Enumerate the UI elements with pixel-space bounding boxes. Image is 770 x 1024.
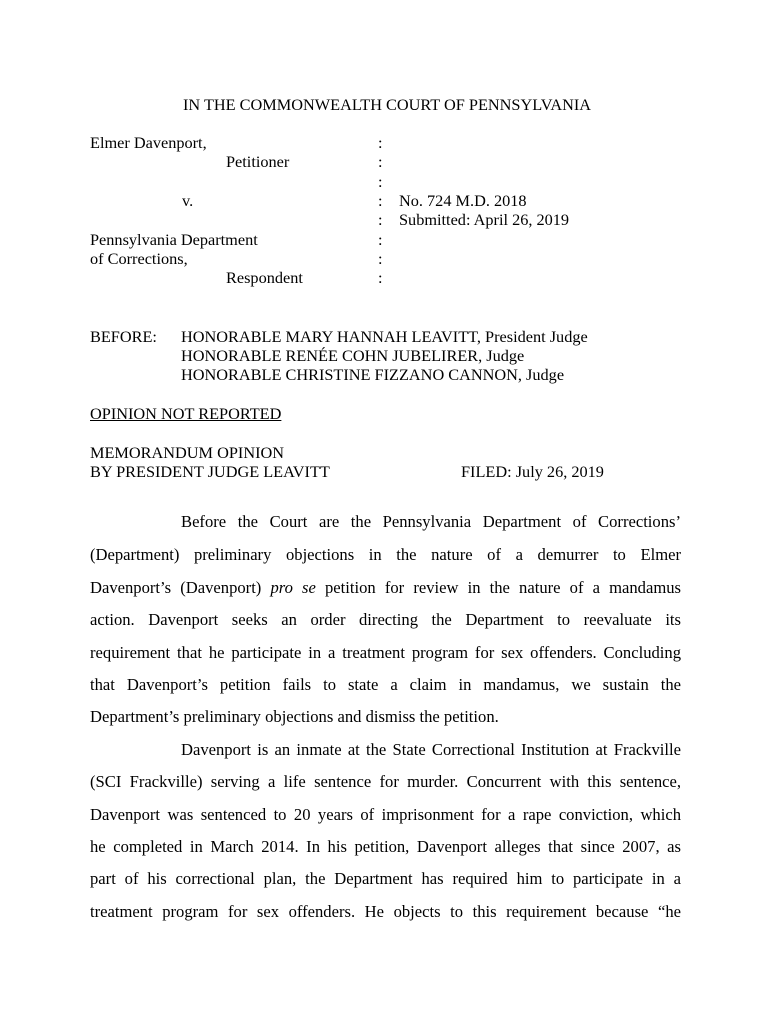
body-text-line: Davenport is an inmate at the State Correctional Institution at Frackville bbox=[181, 740, 681, 759]
body-text-segment: petition for review in the nature of a mandamus bbox=[315, 578, 681, 597]
filed-date: FILED: July 26, 2019 bbox=[461, 462, 604, 481]
body-text-line: requirement that he participate in a treatment program for sex offenders. Concluding bbox=[90, 643, 681, 662]
caption-colon: : bbox=[378, 249, 383, 268]
opinion-not-reported: OPINION NOT REPORTED bbox=[90, 404, 282, 423]
judge-line: HONORABLE RENÉE COHN JUBELIRER, Judge bbox=[181, 346, 525, 365]
versus-label: v. bbox=[182, 191, 194, 210]
respondent-name-line-2: of Corrections, bbox=[90, 249, 188, 268]
body-text-line: action. Davenport seeks an order directing the Department to reevaluate its bbox=[90, 610, 681, 629]
memorandum-heading: MEMORANDUM OPINION bbox=[90, 443, 285, 462]
respondent-name-line-1: Pennsylvania Department bbox=[90, 230, 258, 249]
court-title: IN THE COMMONWEALTH COURT OF PENNSYLVANIA bbox=[183, 95, 592, 114]
body-text-line: Before the Court are the Pennsylvania Department of Corrections’ bbox=[181, 512, 681, 531]
body-text-line: (Department) preliminary objections in the nature of a demurrer to Elmer bbox=[90, 545, 681, 564]
caption-colon: : bbox=[378, 230, 383, 249]
petitioner-role: Petitioner bbox=[226, 152, 290, 171]
caption-colon: : bbox=[378, 268, 383, 287]
before-label: BEFORE: bbox=[90, 327, 157, 346]
body-text-line: Department’s preliminary objections and dismiss the petition. bbox=[90, 707, 499, 726]
docket-number: No. 724 M.D. 2018 bbox=[399, 191, 527, 210]
body-text-line: part of his correctional plan, the Department has required him to participate in a bbox=[90, 869, 681, 888]
body-text-line: treatment program for sex offenders. He objects to this requirement because “he bbox=[90, 902, 681, 921]
opinion-author: BY PRESIDENT JUDGE LEAVITT bbox=[90, 462, 330, 481]
judge-line: HONORABLE CHRISTINE FIZZANO CANNON, Judge bbox=[181, 365, 565, 384]
petitioner-name: Elmer Davenport, bbox=[90, 133, 207, 152]
caption-colon: : bbox=[378, 152, 383, 171]
judge-line: HONORABLE MARY HANNAH LEAVITT, President Judge bbox=[181, 327, 588, 346]
body-text-line: he completed in March 2014. In his petition, Davenport alleges that since 2007, as bbox=[90, 837, 681, 856]
caption-colon: : bbox=[378, 133, 383, 152]
pro-se-italic: pro se bbox=[270, 578, 316, 597]
body-text-line bbox=[90, 578, 681, 598]
body-text-line: (SCI Frackville) serving a life sentence for murder. Concurrent with this sentence, bbox=[90, 772, 681, 791]
caption-colon: : bbox=[378, 210, 383, 229]
body-text-segment: Davenport’s (Davenport) bbox=[90, 578, 271, 597]
body-text-line: Davenport was sentenced to 20 years of imprisonment for a rape conviction, which bbox=[90, 805, 681, 824]
submitted-date: Submitted: April 26, 2019 bbox=[399, 210, 570, 229]
respondent-role: Respondent bbox=[226, 268, 303, 287]
caption-colon: : bbox=[378, 172, 383, 191]
caption-colon: : bbox=[378, 191, 383, 210]
body-text-line: that Davenport’s petition fails to state a claim in mandamus, we sustain the bbox=[90, 675, 681, 694]
